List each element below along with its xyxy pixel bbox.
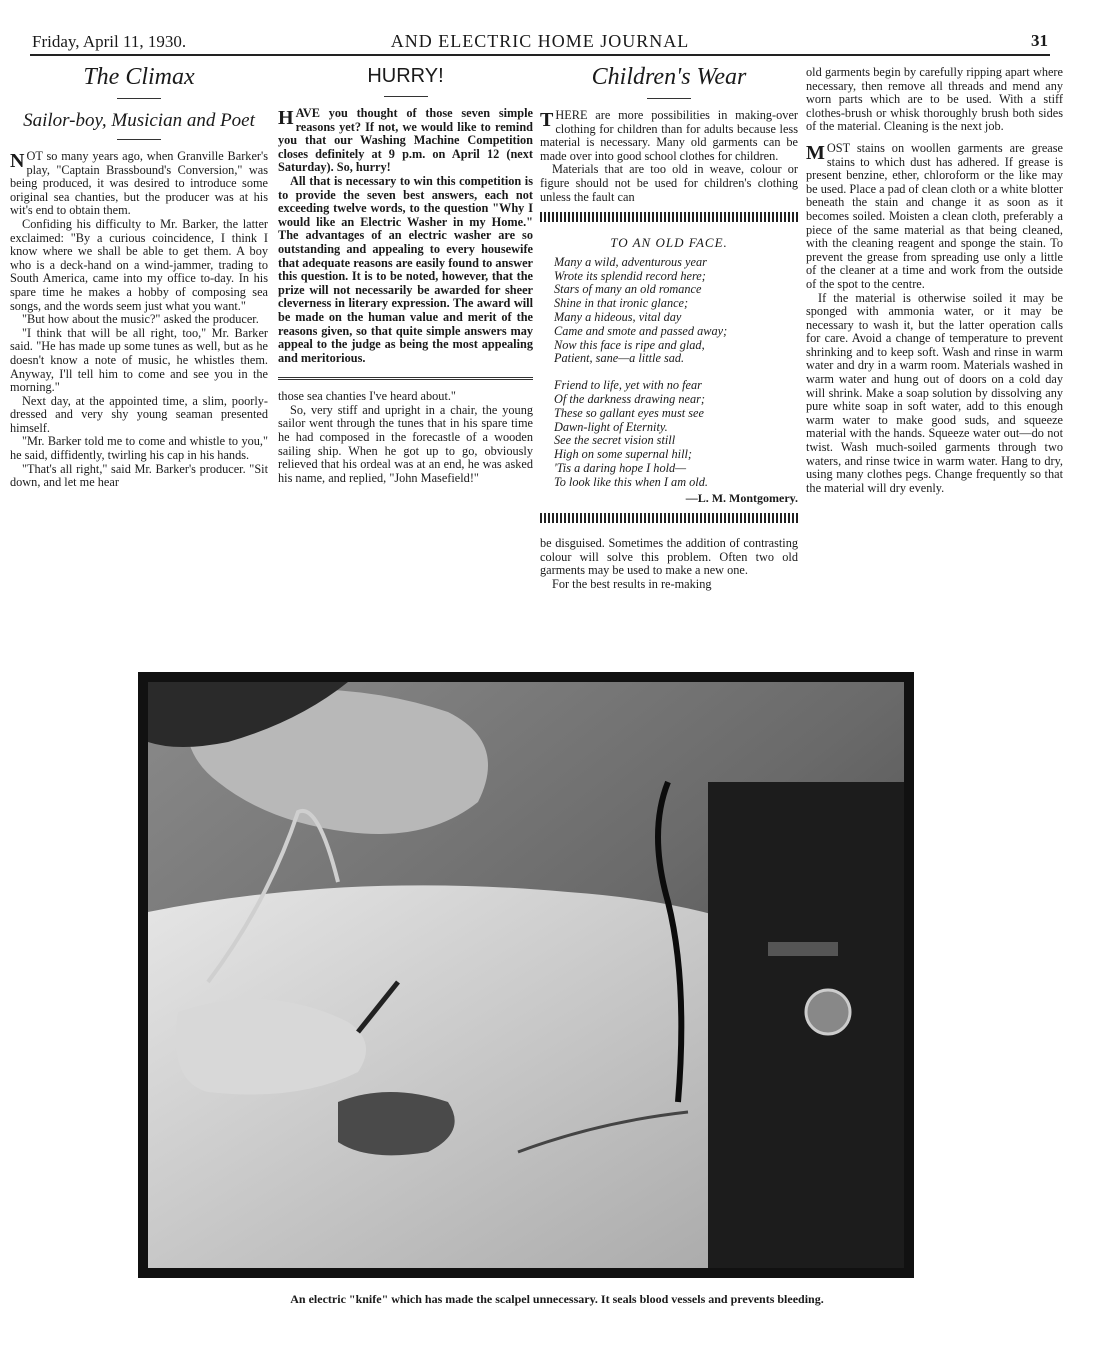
ornamental-rule [540, 212, 798, 222]
poem-line: Came and smote and passed away; [554, 323, 728, 338]
issue-date: Friday, April 11, 1930. [32, 32, 187, 51]
childrens-wear-paragraph: be disguised. Sometimes the addition of contrasting colour will solve this problem. Often two old garments may be used to make a new one. [540, 536, 798, 578]
poem-line: 'Tis a daring hope I hold— [554, 460, 687, 475]
childrens-wear-paragraph: Materials that are too old in weave, colour or figure should not be used for children's clothing unless the fault can [540, 162, 798, 204]
hurry-article [278, 62, 533, 485]
apparatus-plate [768, 942, 838, 956]
childrens-wear-continued [806, 66, 1063, 495]
poem-line: These so gallant eyes must see [554, 405, 704, 420]
poem-line: Patient, sane—a little sad. [554, 351, 685, 366]
climax-subtitle: Sailor-boy, Musician and Poet [23, 110, 255, 131]
tissue-specimen [338, 1092, 455, 1155]
climax-paragraph: Next day, at the appointed time, a slim, poorly-dressed and very shy young seaman presented himself. [10, 393, 268, 435]
electric-apparatus [708, 782, 904, 1268]
childrens-wear-paragraph: If the material is otherwise soiled it may be sponged with ammonia water, or it may be necessary to wash it, but the latter operation calls for care. Avoid a change of temperature to prevent shrinking and to keep soft. Wash and rinse in warm water and dry in a warm room. Materials washed in warm water and hung out of doors on a cold day will shrink. Make a soap solution by dissolving any pure white soap in soft water, add to this enough warm water to make good suds, and squeeze material with the hands. Squeeze water out—do not twist. Wash much-soiled garments through two waters, and rinse twice in warm water. Hang to dry, using many clothes pegs. Change frequently so that the material will dry evenly. [806, 290, 1063, 495]
childrens-wear-article [540, 62, 798, 591]
surgery-photo [138, 672, 914, 1278]
hurry-paragraph: HAVE you thought of those seven simple reasons yet? If not, we would like to remind you that our Washing Machine Competition closes definitely at 9 p.m. on April 12 (next Saturday). So, hurry! [278, 106, 533, 175]
poem-line: High on some supernal hill; [554, 447, 692, 462]
climax-continued: those sea chanties I've heard about." [278, 389, 456, 404]
childrens-wear-paragraph: MOST stains on woollen garments are grease stains to which dust has adhered. If grease is present benzine, ether, chloroform or the like may be used. Place a pad of clean cloth or a white blotter beneath the stain and change it as soon as it becomes soiled. Moisten a clean cloth, preferably a piece of the same material as that being cleaned, with the cleaning reagent and sponge the stain. To prevent the grease from spreading use only a little of the cleaner at a time and work from the outside of the spot to the centre. [806, 140, 1063, 291]
photo-caption: An electric "knife" which has made the scalpel unnecessary. It seals blood vessels and prevents bleeding. [290, 1292, 824, 1306]
climax-paragraph: NOT so many years ago, when Granville Barker's play, "Captain Brassbound's Conversion," was being produced, it was desired to introduce some original sea chanties, but the producer was at his wit's end to obtain them. [10, 149, 268, 218]
poem-line: Friend to life, yet with no fear [554, 378, 702, 393]
page-number: 31 [1031, 31, 1048, 50]
apparatus-knob [806, 990, 850, 1034]
poem-line: Now this face is ripe and glad, [554, 337, 705, 352]
climax-dropcap: N [10, 150, 25, 172]
title-rule [384, 96, 428, 97]
poem-line: Many a hideous, vital day [554, 309, 682, 324]
climax-title: The Climax [83, 64, 195, 90]
subtitle-rule [117, 139, 161, 140]
childrens-wear-paragraph: For the best results in re-making [552, 576, 712, 591]
childrens-wear-title: Children's Wear [591, 64, 747, 90]
childrens-wear-paragraph: THERE are more possibilities in making-over clothing for children than for adults because less material is necessary. Many old garments can be made over into good school clothes for children. [540, 108, 798, 163]
childrens-wear-paragraph: old garments begin by carefully ripping apart where necessary, then remove all threads and mend any worn parts which are to be used. With a stiff clothes-brush or whisk thoroughly brush both sides of the material. Cleaning is the next job. [806, 65, 1063, 134]
childrens-wear-dropcap: T [540, 109, 554, 131]
poem-line: Stars of many an old romance [554, 282, 702, 297]
stains-dropcap: M [806, 141, 825, 164]
poem-line: Many a wild, adventurous year [554, 254, 707, 269]
title-rule [117, 98, 161, 99]
column-divider [278, 377, 533, 380]
poem-line: Of the darkness drawing near; [554, 391, 705, 406]
climax-paragraph: "I think that will be all right, too," Mr. Barker said. "He has made up some tunes as well, but as he doesn't know a note of music, he whistles them. Anyway, I'll tell him to come and see you in the morning." [10, 325, 268, 395]
poem-title: TO AN OLD FACE. [610, 235, 728, 251]
photo-illustration [148, 682, 904, 1268]
poem-line: To look like this when I am old. [554, 474, 708, 489]
climax-continued: So, very stiff and upright in a chair, the young sailor went through the tunes that in his spare time he had composed in the forecastle of a wooden sailing ship. When he got up to go, obviously relieved that his ordeal was at an end, he was asked his name, and replied, "John Masefield!" [278, 402, 533, 485]
climax-paragraph: Confiding his difficulty to Mr. Barker, the latter exclaimed: "By a curious coincidence, I think I know where we shall be able to get them. A boy who is a deck-hand on a wind-jammer, trading to South America, came into my office to-day. In his spare time he makes a hobby of composing sea songs, and the words seem just what you want." [10, 216, 268, 313]
page-header [30, 28, 1050, 56]
ornamental-rule [540, 513, 798, 523]
poem-line: Shine in that ironic glance; [554, 296, 689, 311]
poem-line: See the secret vision still [554, 433, 676, 448]
poem-line: Dawn-light of Eternity. [554, 419, 668, 434]
poem-line: Wrote its splendid record here; [554, 268, 706, 283]
hurry-paragraph: All that is necessary to win this competition is to provide the seven best answers, each not exceeding twelve words, to the question "Why I would like an Electric Washer in my Home." The advantages of an electric washer are so outstanding and appealing to every housewife that adequate reasons are easily found to answer this question. It is to be noted, however, that the prize will not necessarily be awarded for sheer cleverness in literary expression. The award will be made on the human value and merit of the reasons given, so that quite simple answers may appeal to the judge as being the most appealing and meritorious. [278, 173, 533, 365]
poem-author: —L. M. Montgomery. [685, 490, 798, 505]
title-rule [647, 98, 691, 99]
climax-paragraph: "Mr. Barker told me to come and whistle to you," he said, diffidently, twirling his cap in his hands. [10, 434, 268, 463]
poem-body [540, 256, 798, 490]
climax-paragraph: "That's all right," said Mr. Barker's producer. "Sit down, and let me hear [10, 461, 268, 490]
hurry-title: HURRY! [367, 65, 444, 87]
hurry-dropcap: H [278, 107, 294, 129]
climax-paragraph: "But how about the music?" asked the producer. [22, 312, 259, 327]
climax-article [10, 62, 268, 490]
journal-title: AND ELECTRIC HOME JOURNAL [390, 31, 690, 51]
